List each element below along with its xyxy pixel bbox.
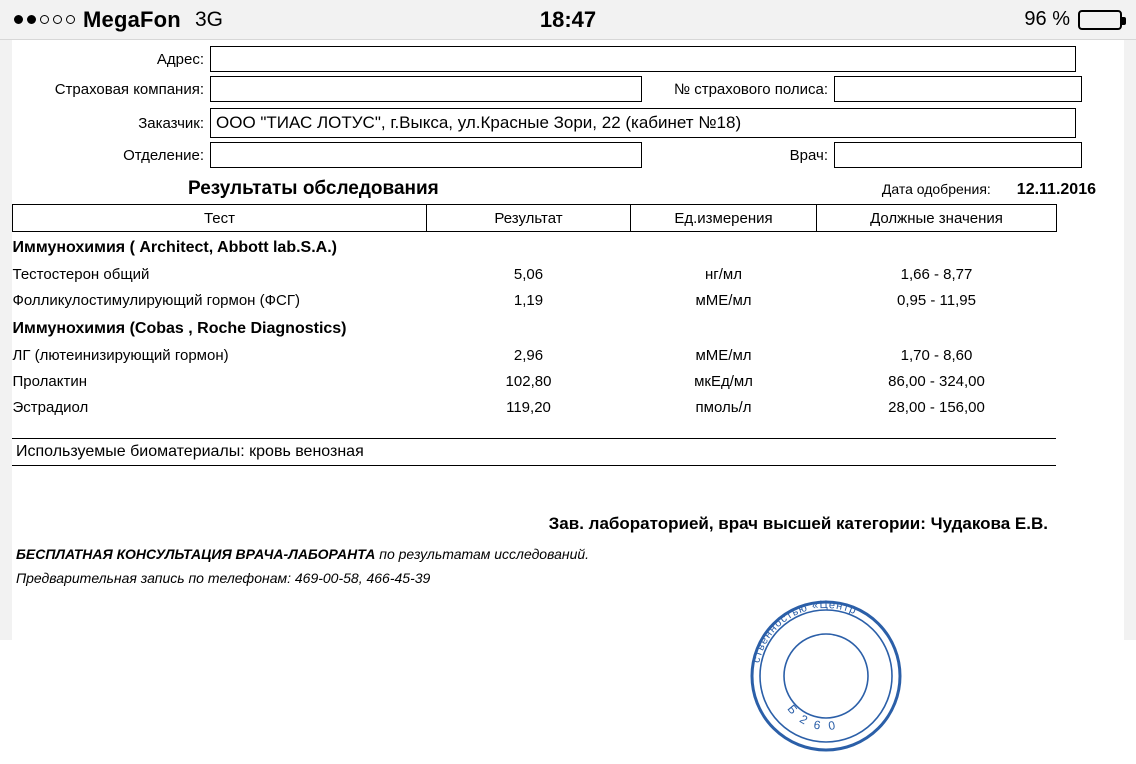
svg-text:ственностью «Центр: ственностью «Центр	[750, 598, 859, 665]
column-header-test: Тест	[13, 205, 427, 232]
policy-label: № страхового полиса:	[673, 80, 828, 98]
column-header-unit: Ед.измерения	[631, 205, 817, 232]
department-field[interactable]	[210, 142, 642, 168]
cell-unit: мМЕ/мл	[695, 291, 752, 309]
consultation-note-bold: БЕСПЛАТНАЯ КОНСУЛЬТАЦИЯ ВРАЧА-ЛАБОРАНТА	[16, 546, 376, 562]
insurance-company-field[interactable]	[210, 76, 642, 102]
signal-strength-icon	[14, 15, 75, 24]
group-label: Иммунохимия (Cobas , Roche Diagnostics)	[12, 320, 347, 337]
table-row	[13, 232, 1057, 262]
customer-field[interactable]: ООО "ТИАС ЛОТУС", г.Выкса, ул.Красные Зори, 22 (кабинет №18)	[210, 108, 1076, 138]
address-field[interactable]	[210, 46, 1076, 72]
customer-label: Заказчик:	[138, 114, 204, 132]
document-sheet	[12, 40, 1124, 640]
cell-test: Эстрадиол	[12, 398, 89, 416]
approval-date-value: 12.11.2016	[1016, 181, 1096, 198]
table-row	[13, 368, 1057, 394]
table-row	[13, 342, 1057, 368]
network-type-label: 3G	[194, 7, 223, 31]
cell-result: 2,96	[513, 346, 544, 364]
cell-reference: 1,66 - 8,77	[900, 265, 973, 283]
biomaterial-note: Используемые биоматериалы: кровь венозная	[12, 438, 1056, 466]
results-title: Результаты обследования	[188, 178, 439, 199]
doctor-field[interactable]	[834, 142, 1082, 168]
insurance-company-label: Страховая компания:	[54, 80, 204, 98]
approval-block	[882, 181, 1096, 199]
ios-status-bar	[0, 0, 1136, 40]
cell-reference: 86,00 - 324,00	[888, 372, 985, 390]
cell-result: 119,20	[506, 398, 551, 416]
cell-test: Пролактин	[12, 372, 87, 390]
customer-row	[12, 108, 1096, 138]
official-stamp	[738, 588, 914, 764]
page-left-margin	[0, 40, 12, 640]
cell-test: Тестостерон общий	[12, 265, 150, 283]
document-page	[0, 40, 1136, 734]
status-bar-right	[1024, 8, 1122, 31]
results-header	[12, 178, 1124, 200]
address-label: Адрес:	[156, 50, 204, 68]
cell-unit: пмоль/л	[695, 398, 752, 416]
column-header-reference: Должные значения	[817, 205, 1057, 232]
cell-test: Фолликулостимулирующий гормон (ФСГ)	[12, 291, 300, 309]
table-row	[13, 287, 1057, 313]
cell-test: ЛГ (лютеинизирующий гормон)	[12, 346, 229, 364]
table-row	[13, 261, 1057, 287]
battery-icon	[1078, 10, 1122, 30]
insurance-row	[12, 76, 1096, 102]
consultation-note	[12, 546, 1124, 562]
policy-field[interactable]	[834, 76, 1082, 102]
table-row	[13, 313, 1057, 342]
results-table-header-row	[13, 205, 1057, 232]
patient-form	[12, 40, 1124, 168]
doctor-label: Врач:	[789, 146, 828, 164]
cell-unit: мкЕд/мл	[694, 372, 753, 390]
cell-reference: 28,00 - 156,00	[888, 398, 985, 416]
consultation-note-rest: по результатам исследований.	[375, 546, 590, 562]
cell-result: 102,80	[505, 372, 552, 390]
department-label: Отделение:	[123, 146, 204, 164]
cell-reference: 0,95 - 11,95	[897, 291, 976, 309]
svg-text:Б 2 6 0: Б 2 6 0	[784, 701, 840, 734]
results-table	[12, 204, 1057, 420]
battery-percent-label: 96 %	[1024, 8, 1070, 30]
clock-label: 18:47	[539, 6, 597, 32]
page-right-margin	[1124, 40, 1136, 640]
cell-unit: мМЕ/мл	[695, 346, 752, 364]
column-header-result: Результат	[427, 205, 631, 232]
approval-date-label: Дата одобрения:	[881, 181, 991, 197]
department-row	[12, 142, 1096, 168]
lab-head-signature: Зав. лабораторией, врач высшей категории: Чудакова Е.В.	[548, 514, 1048, 533]
address-row	[12, 46, 1096, 72]
cell-result: 1,19	[513, 291, 544, 309]
cell-result: 5,06	[513, 265, 544, 283]
cell-unit: нг/мл	[705, 265, 742, 283]
table-row	[13, 394, 1057, 420]
cell-reference: 1,70 - 8,60	[900, 346, 973, 364]
carrier-label: MegaFon	[83, 6, 181, 32]
status-bar-left	[14, 7, 223, 33]
appointment-phones-note: Предварительная запись по телефонам: 469-00-58, 466-45-39	[16, 570, 431, 586]
group-label: Иммунохимия ( Architect, Abbott lab.S.A.)	[12, 239, 337, 256]
